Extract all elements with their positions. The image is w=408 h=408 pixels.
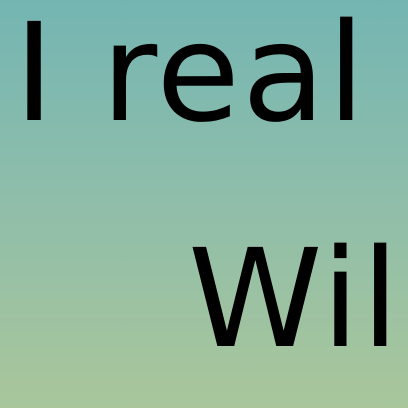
headline-line-1: I real (14, 0, 368, 153)
headline-line-2: Wil (188, 221, 402, 379)
